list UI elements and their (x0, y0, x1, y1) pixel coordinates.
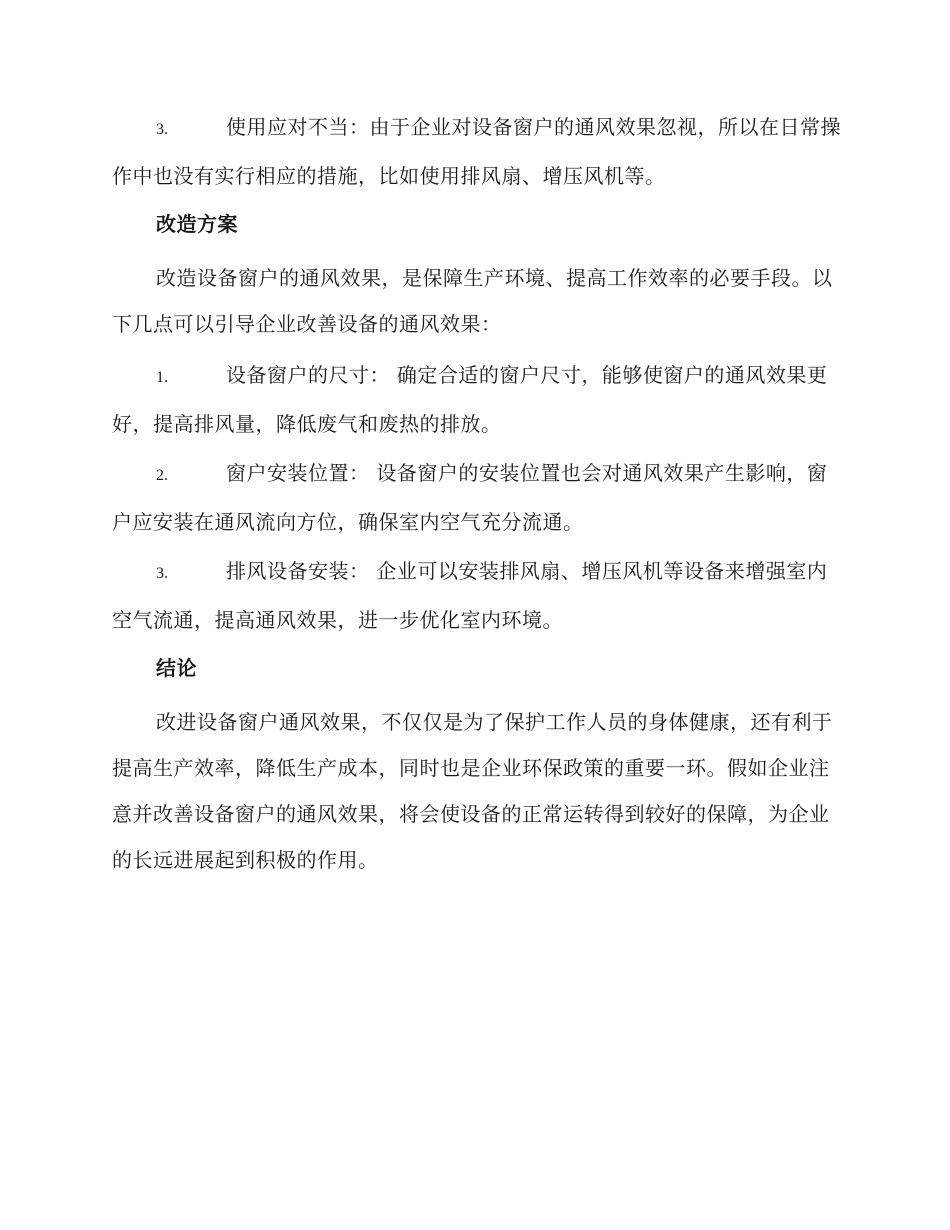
list-item-number: 3. (156, 565, 168, 582)
list-item-number: 1. (156, 369, 168, 386)
list-item (112, 548, 842, 643)
list-item-text: 设备窗户的尺寸： 确定合适的窗户尺寸，能够使窗户的通风效果更好，提高排风量，降低废气和废热的排放。 (112, 363, 828, 436)
list-item (112, 352, 842, 447)
paragraph-text: 改进设备窗户通风效果，不仅仅是为了保护工作人员的身体健康，还有利于提高生产效率，降低生产成本，同时也是企业环保政策的重要一环。假如企业注意并改善设备窗户的通风效果，将会使设备的正常运转得到较好的保障，为企业的长远进展起到积极的作用。 (112, 710, 833, 872)
conclusion-paragraph (112, 699, 842, 883)
list-item (112, 450, 842, 545)
list-item (112, 104, 842, 199)
list-item-number: 3. (156, 121, 168, 138)
improve-intro-paragraph (112, 255, 842, 347)
list-item-number: 2. (156, 467, 168, 484)
section-heading-conclusion: 结论 (156, 656, 197, 680)
list-item-text: 窗户安装位置： 设备窗户的安装位置也会对通风效果产生影响，窗户应安装在通风流向方位，确保室内空气充分流通。 (112, 461, 828, 534)
list-item-text: 排风设备安装： 企业可以安装排风扇、增压风机等设备来增强室内空气流通，提高通风效果，进一步优化室内环境。 (112, 559, 828, 632)
section-heading-improve: 改造方案 (156, 212, 238, 236)
paragraph-text: 改造设备窗户的通风效果，是保障生产环境、提高工作效率的必要手段。以下几点可以引导企业改善设备的通风效果： (112, 266, 833, 336)
list-item-text: 使用应对不当：由于企业对设备窗户的通风效果忽视，所以在日常操作中也没有实行相应的措施，比如使用排风扇、增压风机等。 (112, 115, 841, 188)
